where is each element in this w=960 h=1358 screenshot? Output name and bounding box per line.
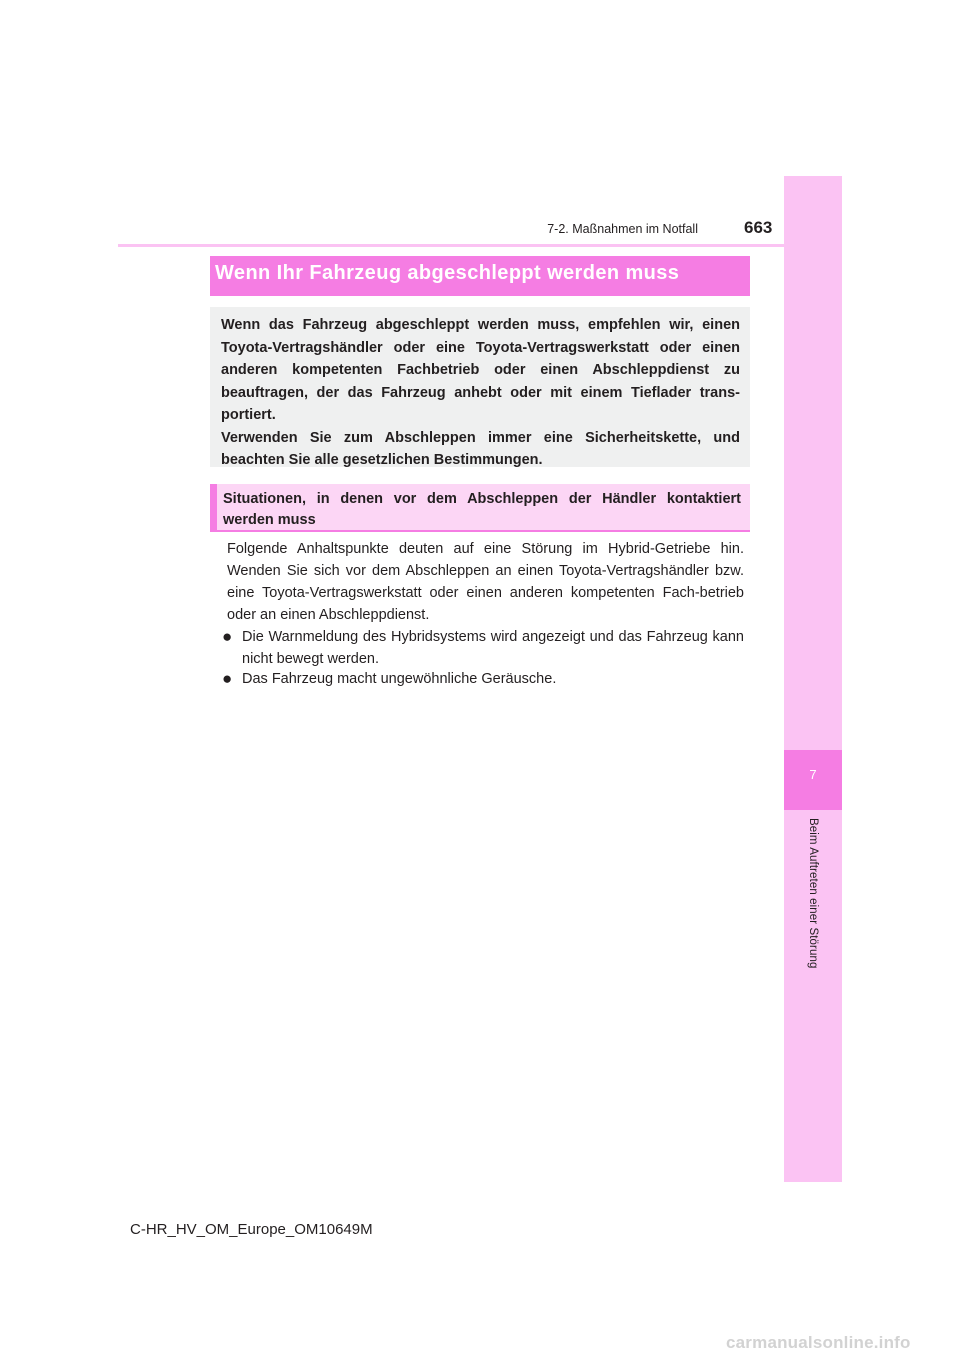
intro-text [221,314,740,472]
bullet-icon: ● [222,669,233,688]
header-section-title: 7-2. Maßnahmen im Notfall [547,222,698,236]
header-divider [118,244,842,247]
subheading-text: Situationen, in denen vor dem Abschleppen der Händler kontaktiert werden muss [223,491,741,528]
watermark: carmanualsonline.info [726,1333,911,1352]
chapter-number: 7 [809,767,817,782]
list-item-text: Das Fahrzeug macht ungewöhnliche Geräusche. [242,671,557,687]
chapter-title-vertical: Beim Auftreten einer Störung [807,818,819,969]
list-item [222,626,744,670]
intro-paragraph-1: Wenn das Fahrzeug abgeschleppt werden muss, empfehlen wir, einen Toyota-Vertragshändler oder eine Toyota-Vertragswerkstatt oder einen anderen kompetenten Fachbetrieb oder einen Abschleppdienst zu beauftragen, der das Fahrzeug anhebt oder mit einem Tieflader trans-portiert. [221,317,740,423]
page-number: 663 [744,218,773,237]
body-paragraph: Folgende Anhaltspunkte deuten auf eine Störung im Hybrid-Getriebe hin. Wenden Sie sich vor dem Abschleppen an einen Toyota-Vertragshändler bzw. eine Toyota-Vertragswerkstatt oder einen anderen kompetenten Fach-betrieb oder an einen Abschleppdienst. [227,541,744,623]
chapter-side-tab [784,176,842,1182]
bullet-icon: ● [222,627,233,646]
intro-paragraph-2: Verwenden Sie zum Abschleppen immer eine Sicherheitskette, und beachten Sie alle gesetzlichen Bestimmungen. [221,429,740,468]
list-item-text: Die Warnmeldung des Hybridsystems wird angezeigt und das Fahrzeug kann nicht bewegt werden. [242,629,744,667]
footer-document-code: C-HR_HV_OM_Europe_OM10649M [130,1221,373,1238]
subheading-marker [210,484,217,532]
section-title: Wenn Ihr Fahrzeug abgeschleppt werden muss [215,262,680,284]
list-item [222,668,744,690]
